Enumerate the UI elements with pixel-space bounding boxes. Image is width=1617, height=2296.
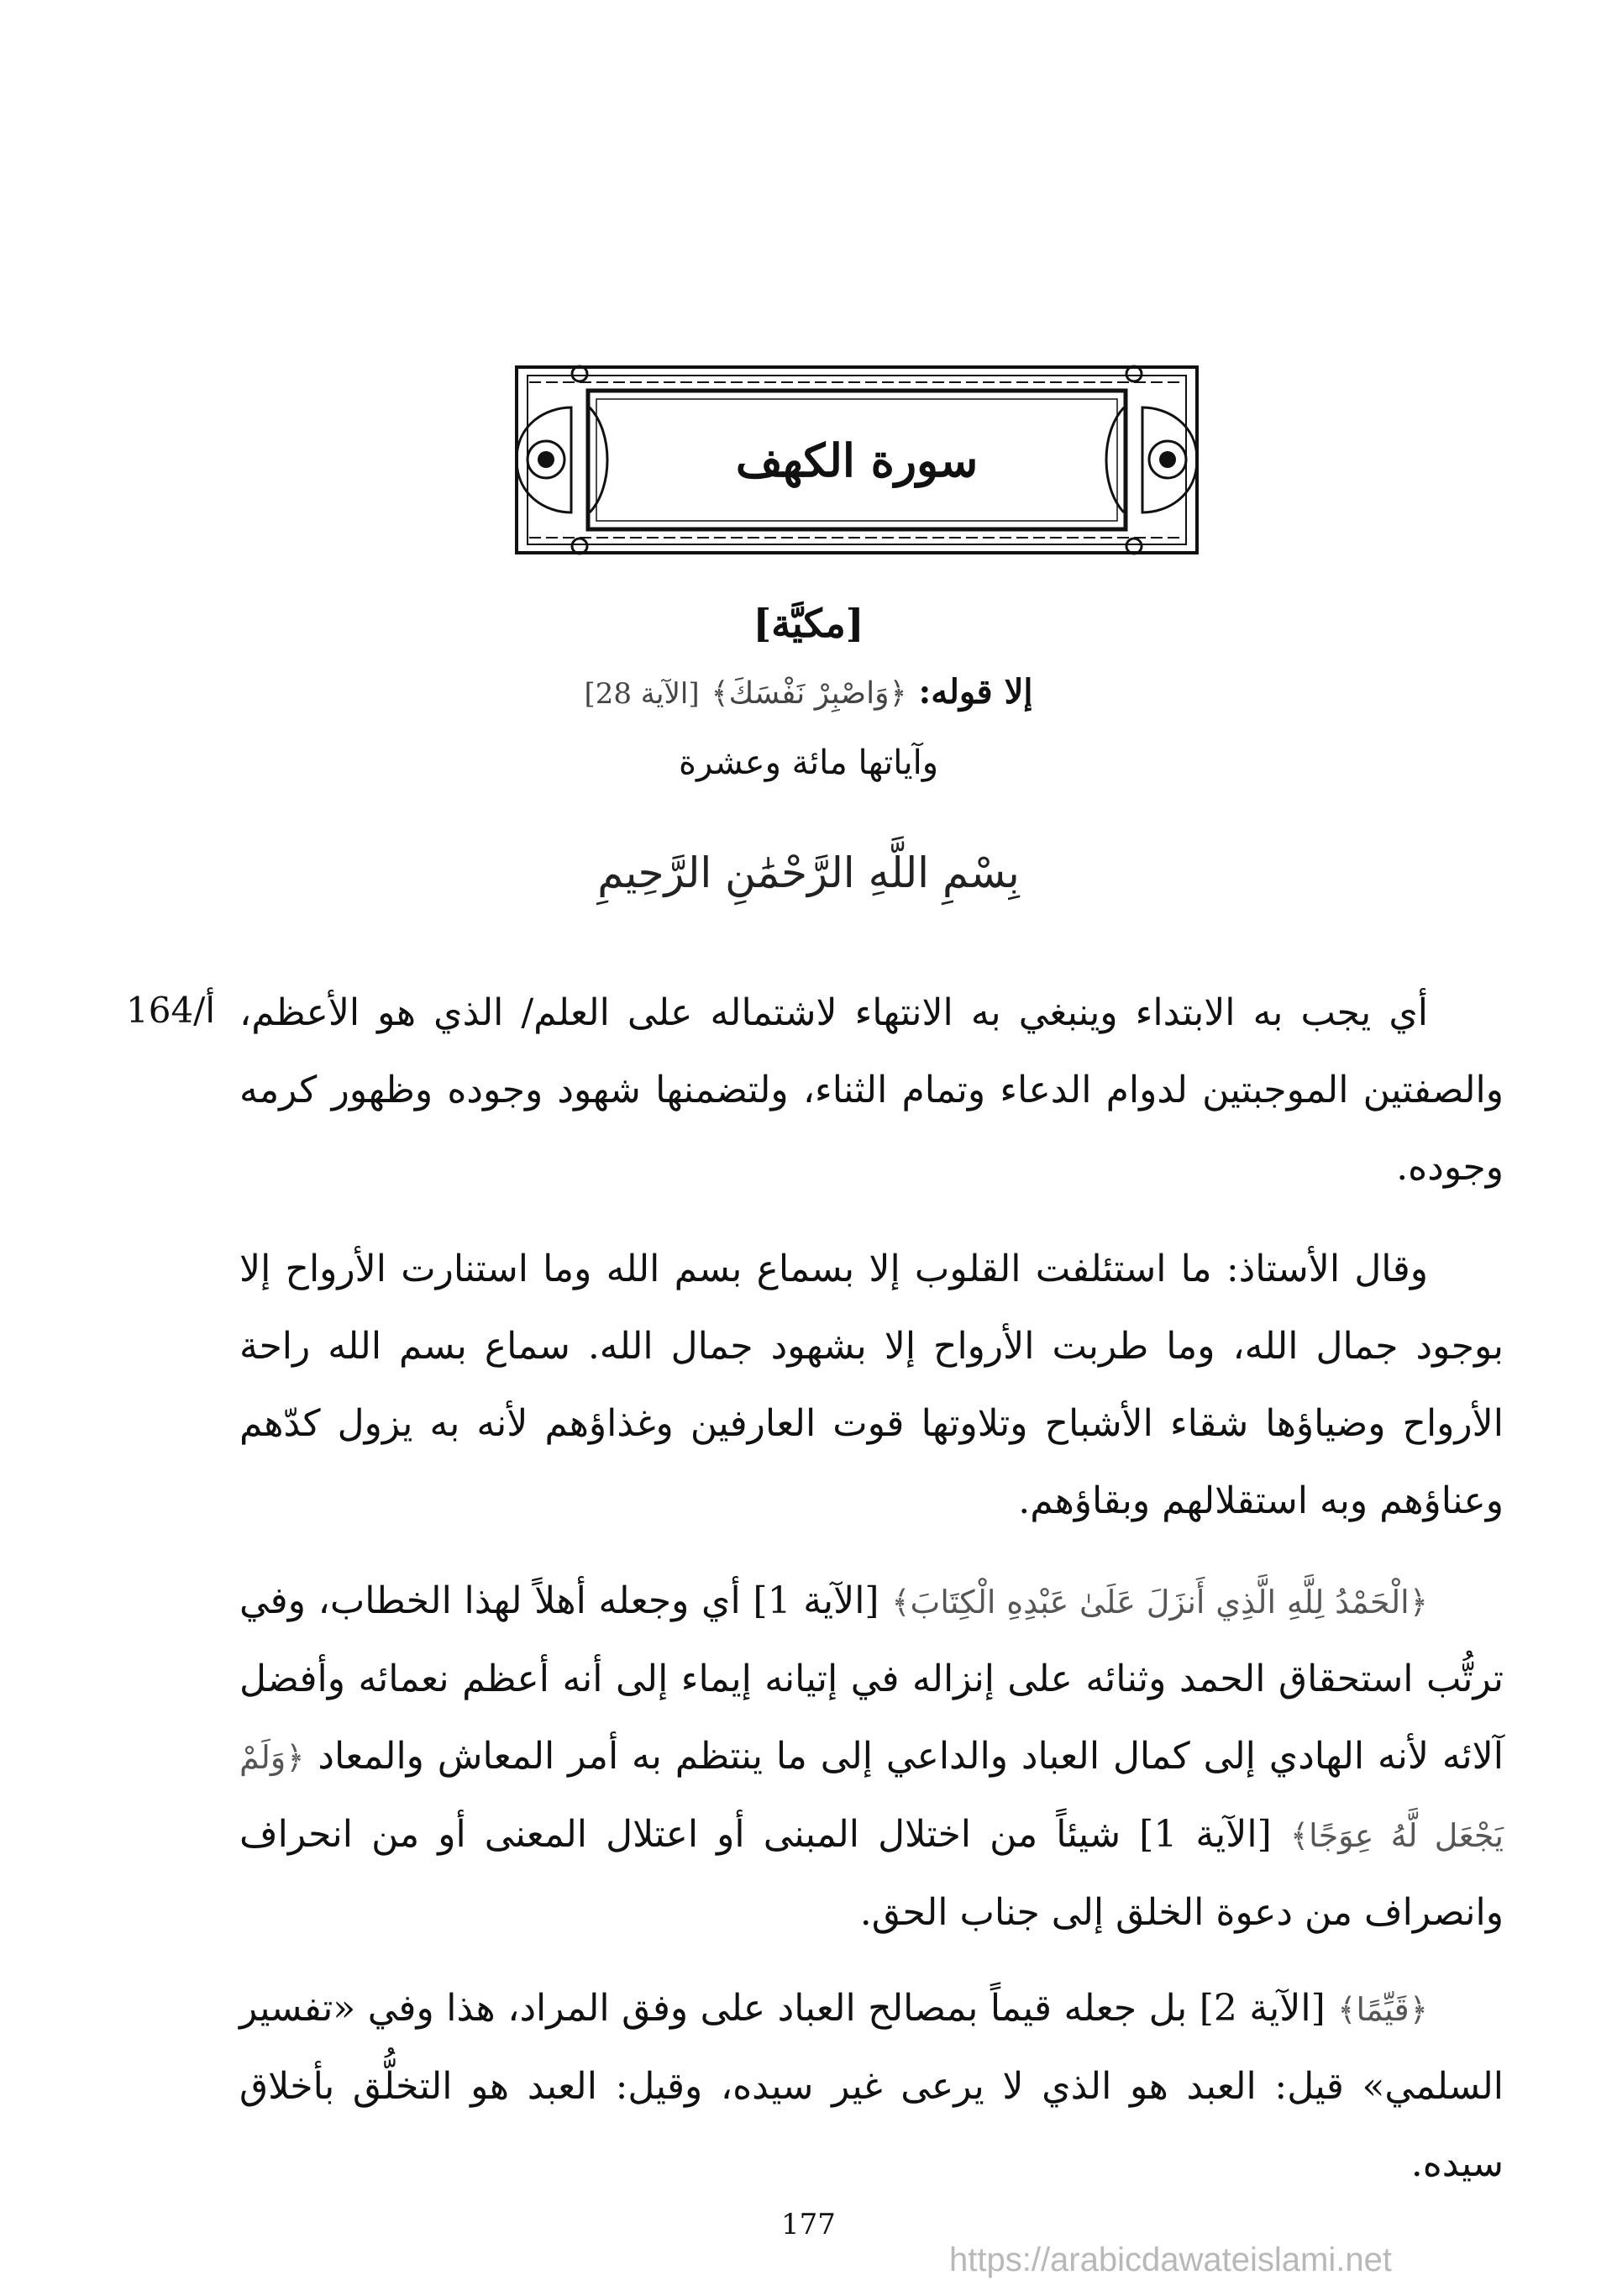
paragraph-4-text: [الآية 2] بل جعله قيماً بمصالح العباد على وفق المراد، هذا وفي «تفسير السلمي» قيل: العبد هو الذي لا يرعى غير سيده، وقيل: العبد هو التخلُّق بأخلاق سيده.	[239, 1987, 1504, 2185]
paragraph-2	[239, 1231, 1504, 1540]
quran-citation: ﴿قَيِّمًا﴾	[1337, 1991, 1428, 2028]
exception-verse: ﴿وَاصْبِرْ نَفْسَكَ﴾	[711, 676, 907, 711]
surah-title: سورة الكهف	[735, 433, 979, 487]
exception-verse-ref: [الآية 28]	[584, 677, 700, 711]
watermark-url: https://arabicdawateislami.net	[949, 2241, 1392, 2278]
quran-citation: ﴿وَلَمْ يَجْعَل لَّهُ عِوَجًا﴾	[239, 1739, 1504, 1854]
paragraph-3-text: [الآية 1] أي وجعله أهلاً لهذا الخطاب، وفي ترتُّب استحقاق الحمد وثنائه على إنزاله في إتيانه إيماء إلى أنه أعظم نعمائه وأفضل آلائه لأنه الهادي إلى كمال العباد والداعي إلى ما ينتظم به أمر المعاش والمعاد	[239, 1579, 1504, 1778]
quran-citation: ﴿الْحَمْدُ لِلَّهِ الَّذِي أَنزَلَ عَلَىٰ عَبْدِهِ الْكِتَابَ﴾	[891, 1584, 1428, 1621]
makkiyya-label: [مكيَّة]	[753, 601, 864, 646]
surah-title-frame	[496, 357, 1218, 563]
paragraph-1	[239, 975, 1504, 1206]
paragraph-2-text: وقال الأستاذ: ما استئلفت القلوب إلا بسماع بسم الله وما استنارت الأرواح إلا بوجود جمال الله، وما طربت الأرواح إلا بشهود جمال الله. سماع بسم الله راحة الأرواح وضياؤها شقاء الأشباح وتلاوتها قوت العارفين وغذاؤهم لأنه به يزول كدّهم وعناؤهم وبه استقلالهم وبقاؤهم.	[239, 1248, 1504, 1522]
verse-count: وآياتها مائة وعشرة	[678, 743, 939, 782]
paragraph-1-text: أي يجب به الابتداء وينبغي به الانتهاء لاشتماله على العلم/ الذي هو الأعظم، والصفتين الموجبتين لدوام الدعاء وتمام الثناء، ولتضمنها شهود وجوده وظهور كرمه وجوده.	[239, 991, 1504, 1189]
exception-line	[0, 672, 1617, 712]
paragraph-3	[239, 1563, 1504, 1952]
page-number: 177	[781, 2208, 836, 2241]
basmala: بِسْمِ اللَّهِ الرَّحْمَٰنِ الرَّحِيمِ	[597, 849, 1020, 897]
paragraph-3-text-cont: [الآية 1] شيئاً من اختلال المبنى أو اعتلال المعنى أو من انحراف وانصراف من دعوة الخلق إلى جناب الحق.	[239, 1813, 1504, 1934]
manuscript-folio-ref: 164/أ	[126, 990, 215, 1031]
paragraph-4	[239, 1970, 1504, 2203]
exception-lead: إلا قوله:	[918, 672, 1033, 712]
